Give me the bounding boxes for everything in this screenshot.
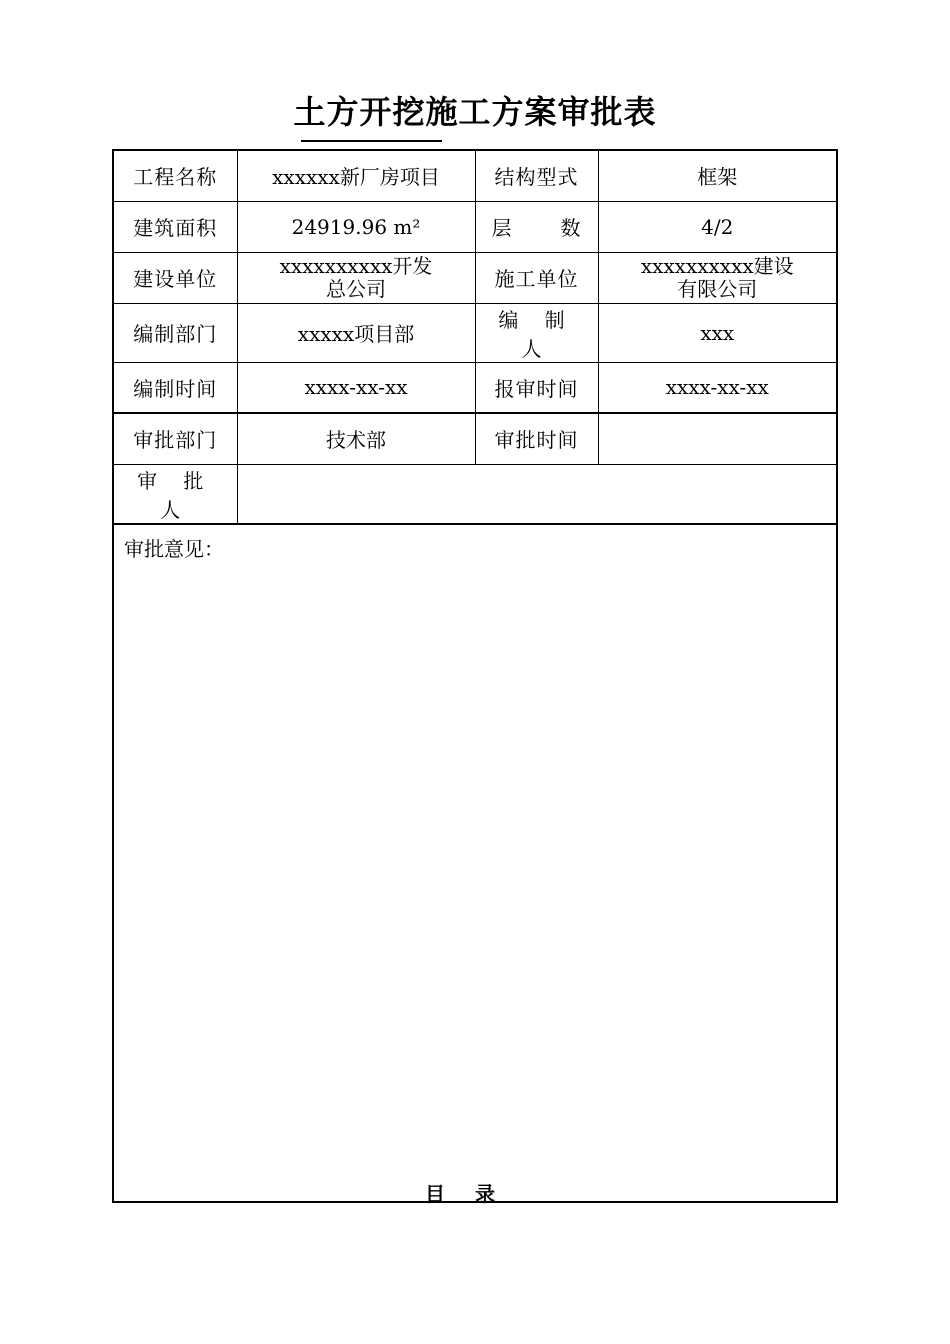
label-owner-unit: 建设单位 bbox=[113, 252, 237, 303]
label-floors-part1: 层 bbox=[491, 216, 513, 240]
label-compile-time: 编制时间 bbox=[113, 362, 237, 413]
value-compile-time: xxxx-xx-xx bbox=[237, 362, 475, 413]
value-building-area: 24919.96 m² bbox=[237, 201, 475, 252]
label-submit-time: 报审时间 bbox=[475, 362, 598, 413]
row-units bbox=[113, 252, 837, 303]
label-building-area: 建筑面积 bbox=[113, 201, 237, 252]
value-compiler: xxx bbox=[598, 303, 837, 362]
approval-form bbox=[112, 149, 838, 1203]
row-compile-dept bbox=[113, 303, 837, 362]
row-project-name bbox=[113, 150, 837, 201]
label-floors bbox=[475, 201, 598, 252]
label-approval-opinion: 审批意见： bbox=[124, 536, 224, 561]
label-compiler: 编 制 人 bbox=[475, 303, 598, 362]
value-owner-unit-line2: 总公司 bbox=[326, 276, 386, 301]
value-contractor-unit-line1: xxxxxxxxxx建设 bbox=[640, 253, 794, 278]
label-approver: 审 批 人 bbox=[113, 464, 237, 524]
value-floors: 4/2 bbox=[598, 201, 837, 252]
value-structure-type: 框架 bbox=[598, 150, 837, 201]
label-compile-dept: 编制部门 bbox=[113, 303, 237, 362]
toc-heading: 目录 bbox=[425, 1182, 525, 1206]
value-approval-time bbox=[598, 413, 837, 464]
value-submit-time: xxxx-xx-xx bbox=[598, 362, 837, 413]
label-approval-dept: 审批部门 bbox=[113, 413, 237, 464]
value-project-name: xxxxxx新厂房项目 bbox=[237, 150, 475, 201]
row-building-area bbox=[113, 201, 837, 252]
label-structure-type: 结构型式 bbox=[475, 150, 598, 201]
label-floors-part2: 数 bbox=[560, 216, 582, 240]
value-approval-dept: 技术部 bbox=[237, 413, 475, 464]
value-contractor-unit bbox=[598, 252, 837, 303]
approval-opinion-box bbox=[113, 524, 837, 1202]
label-contractor-unit: 施工单位 bbox=[475, 252, 598, 303]
row-dates bbox=[113, 362, 837, 413]
row-approval-dept bbox=[113, 413, 837, 464]
label-project-name: 工程名称 bbox=[113, 150, 237, 201]
page-title: 土方开挖施工方案审批表 bbox=[293, 93, 657, 131]
title-underline bbox=[301, 140, 442, 142]
row-approver bbox=[113, 464, 837, 524]
label-approval-time: 审批时间 bbox=[475, 413, 598, 464]
value-compile-dept: xxxxx项目部 bbox=[237, 303, 475, 362]
value-owner-unit-line1: xxxxxxxxxx开发 bbox=[279, 253, 433, 278]
row-opinion bbox=[113, 524, 837, 1202]
value-contractor-unit-line2: 有限公司 bbox=[677, 276, 758, 301]
value-approver bbox=[237, 464, 837, 524]
value-owner-unit bbox=[237, 252, 475, 303]
